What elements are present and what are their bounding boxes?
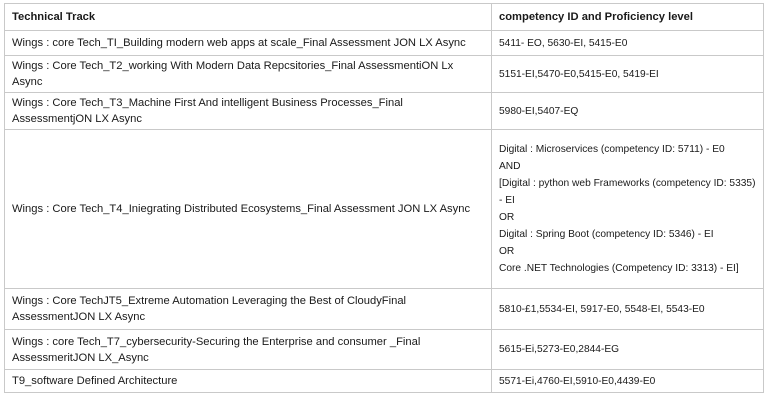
table-row [5,370,764,393]
track-cell: Wings : Core TechJT5_Extreme Automation Leveraging the Best of CloudyFinal AssessmentJON LX Async [5,289,492,330]
table-row [5,56,764,93]
competency-cell [492,56,764,93]
tracks-table [4,3,764,393]
competency-line: 5615-Ei,5273-E0,2844-EG [499,344,620,355]
table-row [5,330,764,370]
competency-line: 5151-EI,5470-E0,5415-E0, 5419-EI [499,68,659,80]
competency-line: OR [499,212,515,223]
competency-line: [Digital : python web Frameworks (competency ID: 5335) - EI [499,178,756,206]
track-cell: T9_software Defined Architecture [5,370,492,393]
table-row [5,289,764,330]
competency-line: Core .NET Technologies (Competency ID: 3313) - EI] [499,263,739,274]
table-row [5,93,764,130]
table-row [5,130,764,289]
competency-cell [492,31,764,56]
competency-line: 5571-Ei,4760-EI,5910-E0,4439-E0 [499,375,656,387]
competency-cell [492,130,764,289]
competency-line: AND [499,161,521,172]
competency-line: 5980-EI,5407-EQ [499,105,579,117]
competency-line: OR [499,246,515,257]
track-cell: Wings : core Tech_T7_cybersecurity-Securing the Enterprise and consumer _Final AssessmeritJON LX_Async [5,330,492,370]
track-cell: Wings : Core Tech_T2_working With Modern Data Repcsitories_Final AssessmentiON Lx Async [5,56,492,93]
competency-line: Digital : Spring Boot (competency ID: 5346) - EI [499,229,714,240]
header-row [5,4,764,31]
competency-cell [492,289,764,330]
competency-cell [492,330,764,370]
header-competency: competency ID and Proficiency level [492,4,764,31]
track-cell: Wings : core Tech_TI_Building modern web apps at scale_Final Assessment JON LX Async [5,31,492,56]
table-row [5,31,764,56]
header-technical-track: Technical Track [5,4,492,31]
track-cell: Wings : Core Tech_T4_Iniegrating Distributed Ecosystems_Final Assessment JON LX Async [5,130,492,289]
track-cell: Wings : Core Tech_T3_Machine First And intelligent Business Processes_Final AssessmentjON LX Async [5,93,492,130]
competency-line: Digital : Microservices (competency ID: 5711) - E0 [499,144,725,155]
competency-cell [492,370,764,393]
competency-line: 5411- EO, 5630-EI, 5415-E0 [499,37,628,49]
competency-line: 5810-£1,5534-EI, 5917-E0, 5548-EI, 5543-E0 [499,303,705,315]
competency-cell [492,93,764,130]
